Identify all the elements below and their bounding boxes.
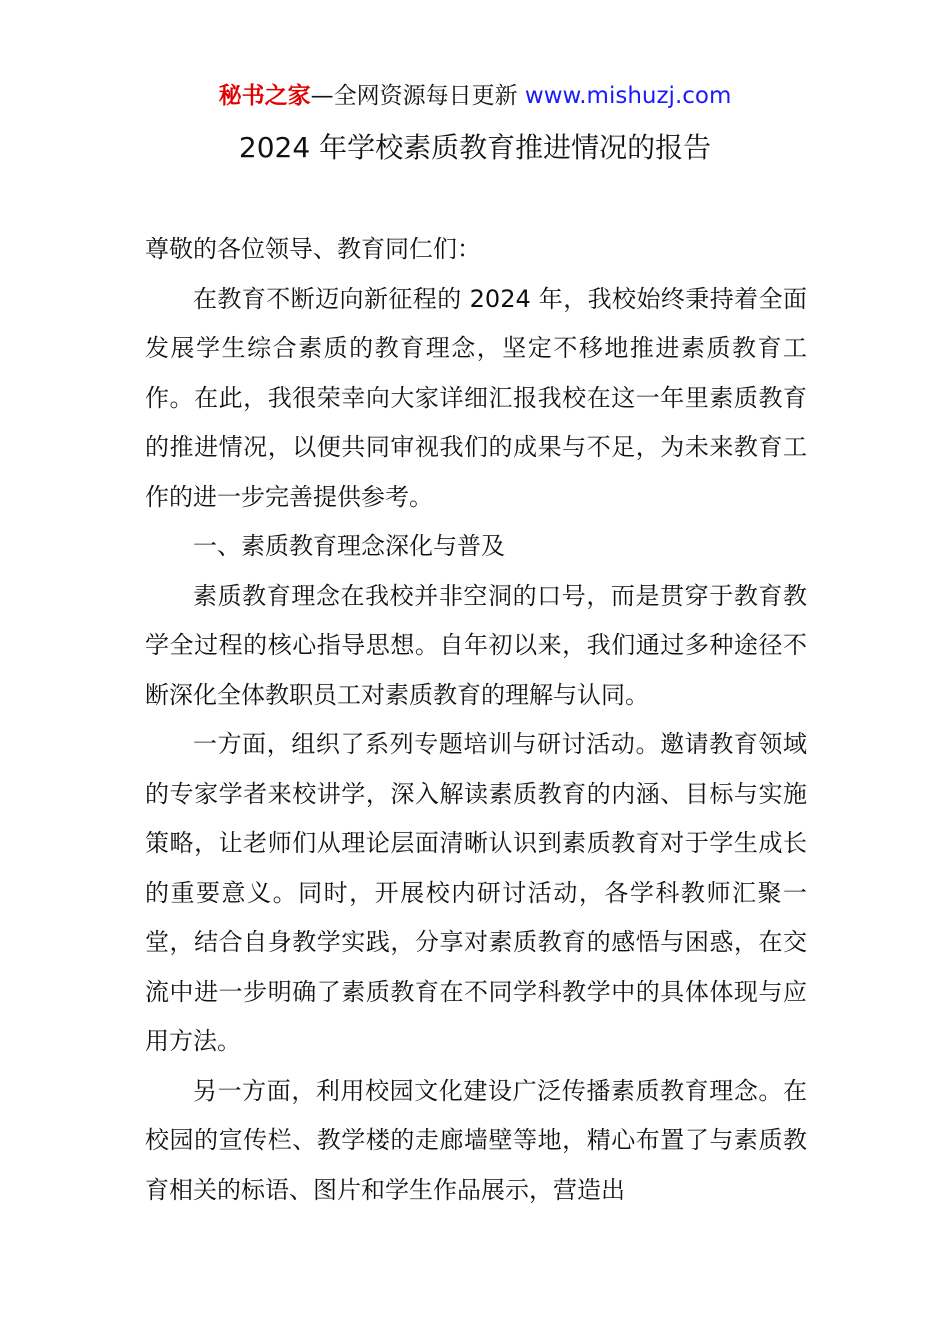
site-header bbox=[0, 80, 950, 112]
document-title: 2024 年学校素质教育推进情况的报告 bbox=[238, 131, 712, 164]
salutation: 尊敬的各位领导、教育同仁们： bbox=[145, 235, 481, 263]
site-tagline: —全网资源每日更新 bbox=[310, 83, 525, 109]
site-brand: 秘书之家 bbox=[218, 83, 311, 109]
site-url-link[interactable]: www.mishuzj.com bbox=[524, 83, 732, 109]
section-heading-1: 一、素质教育理念深化与普及 bbox=[193, 532, 505, 560]
document-body bbox=[145, 225, 807, 1215]
paragraph-training: 一方面，组织了系列专题培训与研讨活动。邀请教育领域的专家学者来校讲学，深入解读素质教育的内涵、目标与实施策略，让老师们从理论层面清晰认识到素质教育对于学生成长的重要意义。同时，开展校内研讨活动，各学科教师汇聚一堂，结合自身教学实践，分享对素质教育的感悟与困惑，在交流中进一步明确了素质教育在不同学科教学中的具体体现与应用方法。 bbox=[145, 730, 807, 1055]
paragraph-intro: 在教育不断迈向新征程的 2024 年，我校始终秉持着全面发展学生综合素质的教育理念，坚定不移地推进素质教育工作。在此，我很荣幸向大家详细汇报我校在这一年里素质教育的推进情况，以便共同审视我们的成果与不足，为未来教育工作的进一步完善提供参考。 bbox=[145, 284, 807, 511]
paragraph-concept: 素质教育理念在我校并非空洞的口号，而是贯穿于教育教学全过程的核心指导思想。自年初以来，我们通过多种途径不断深化全体教职员工对素质教育的理解与认同。 bbox=[145, 581, 807, 709]
paragraph-campus-culture: 另一方面，利用校园文化建设广泛传播素质教育理念。在校园的宣传栏、教学楼的走廊墙壁等地，精心布置了与素质教育相关的标语、图片和学生作品展示，营造出 bbox=[145, 1076, 807, 1204]
